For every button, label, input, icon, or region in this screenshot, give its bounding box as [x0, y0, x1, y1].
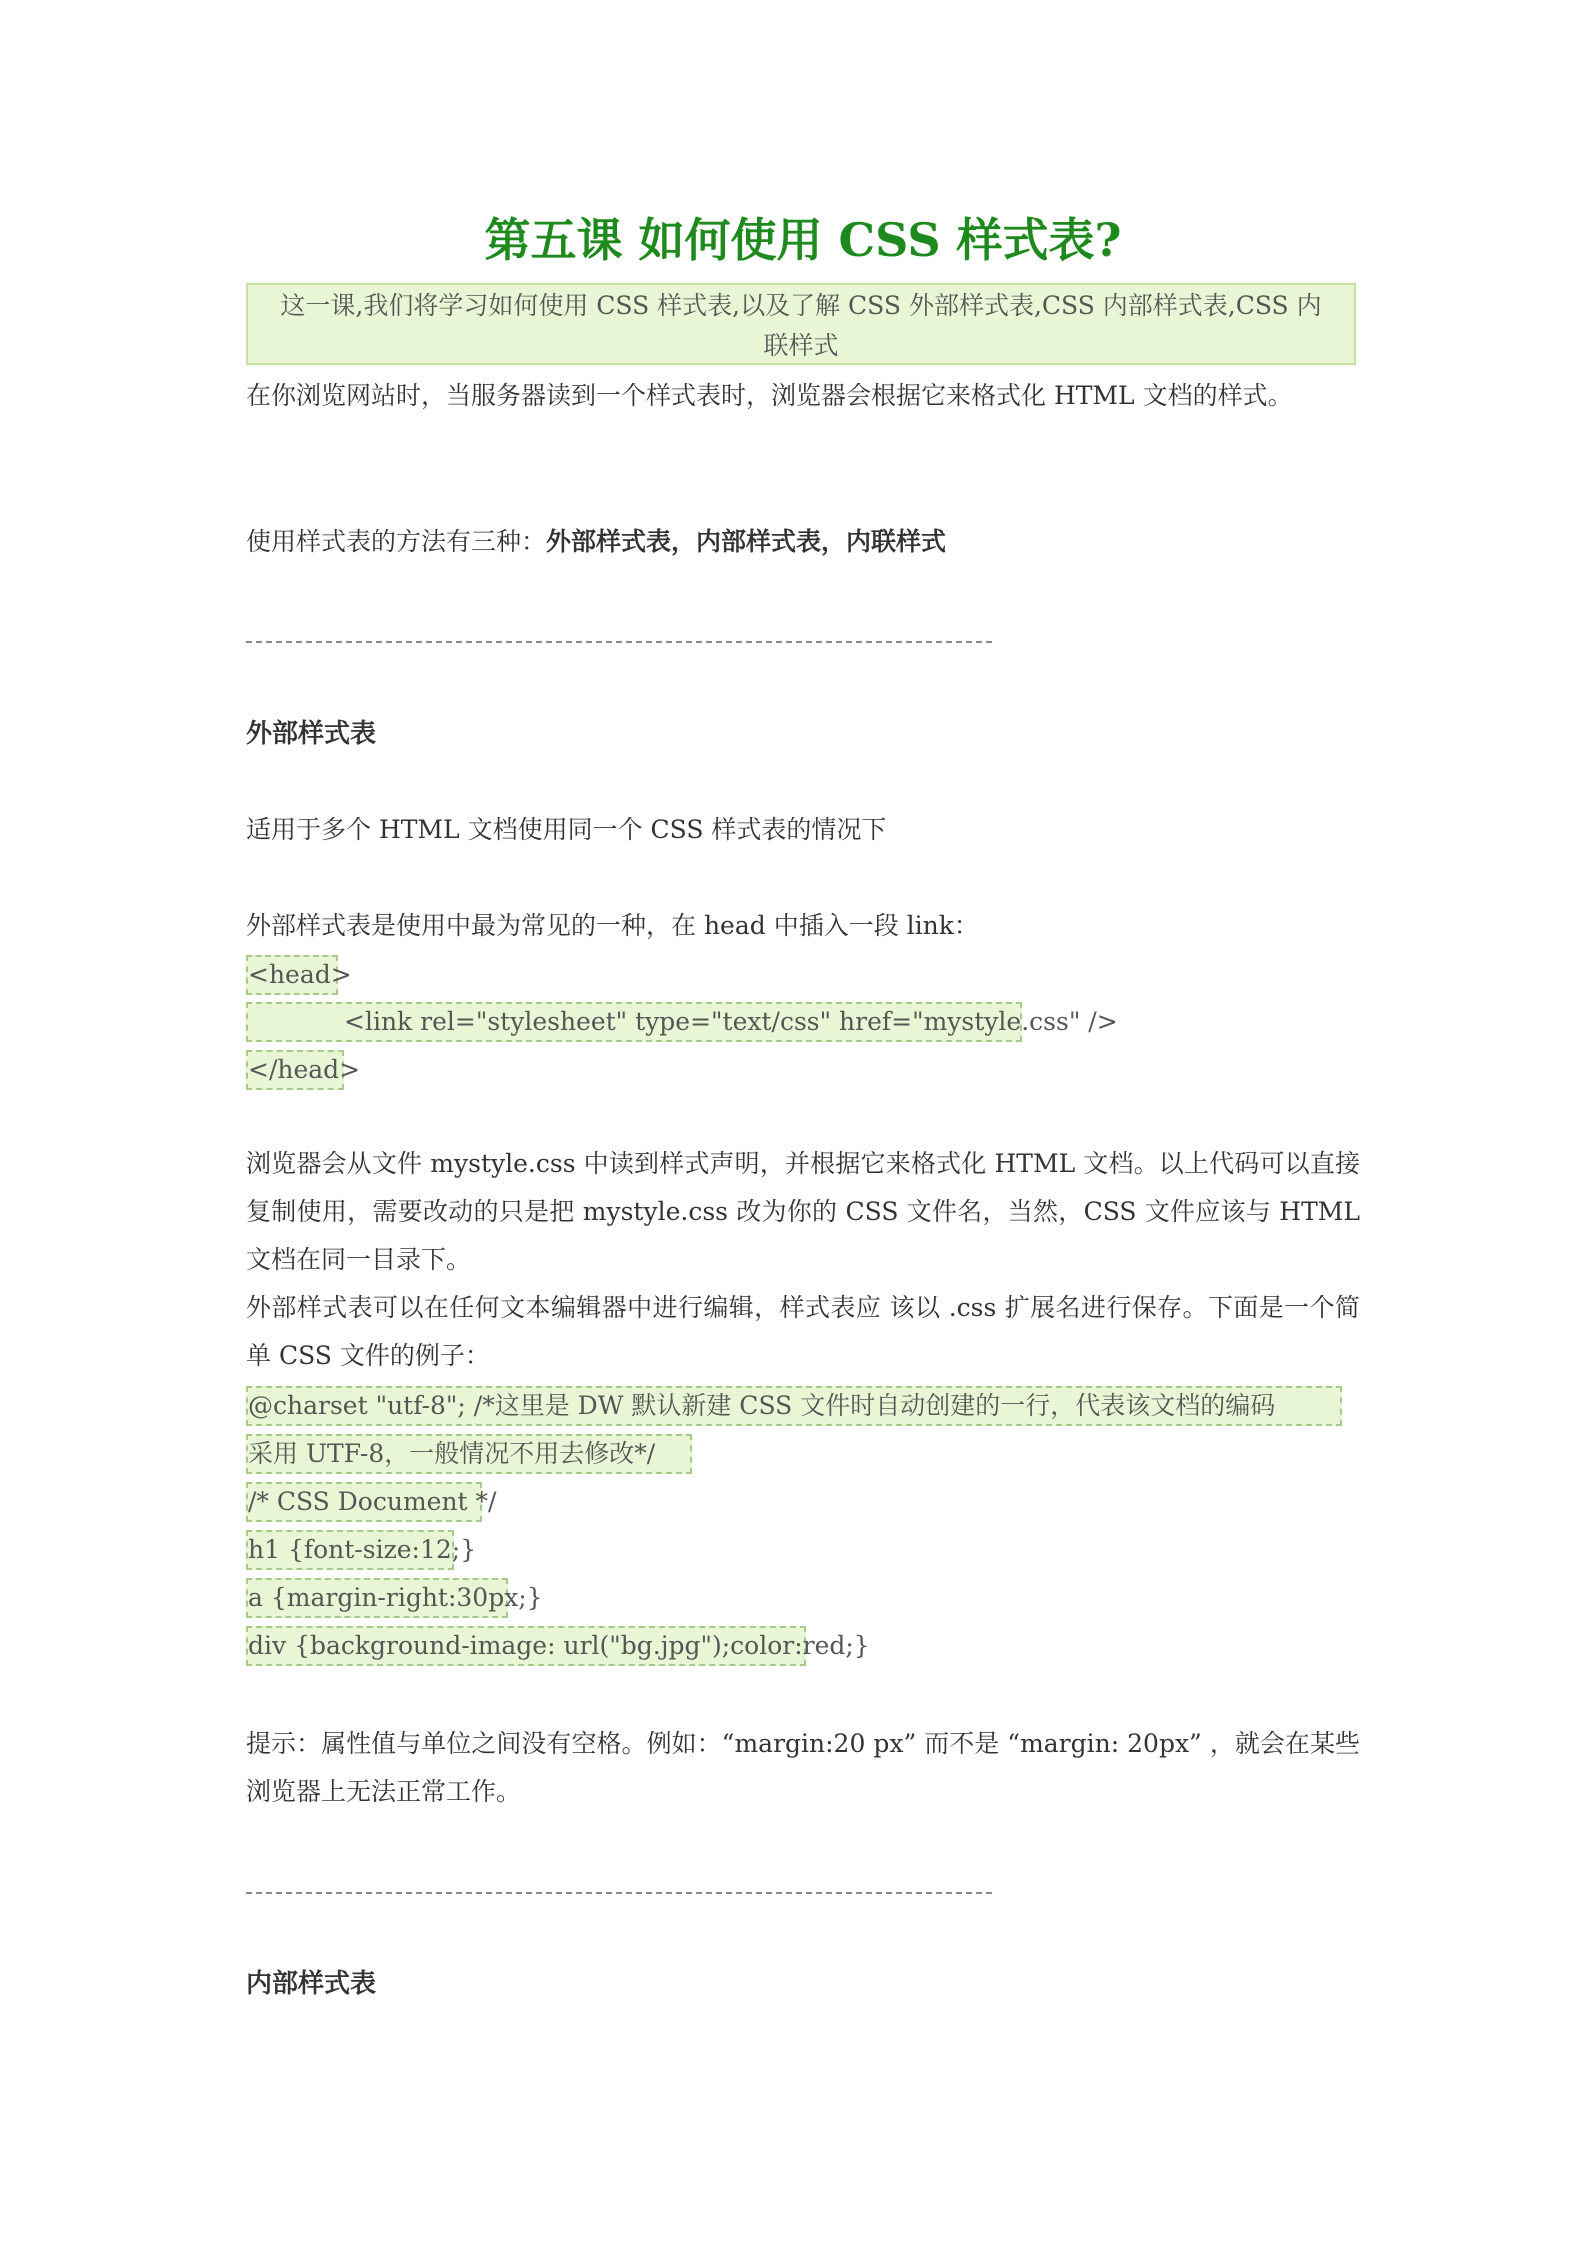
code-line-link: <link rel="stylesheet" type="text/css" href="mystyle.css" /> [246, 1002, 1022, 1042]
code-css-line-5: a {margin-right:30px;} [246, 1578, 508, 1618]
code-css-line-2: 采用 UTF-8，一般情况不用去修改*/ [246, 1434, 692, 1474]
code-css-line-6: div {background-image: url("bg.jpg");color:red;} [246, 1626, 806, 1666]
para-methods-bold: 外部样式表，内部样式表，内联样式 [546, 527, 947, 556]
para-methods-prefix: 使用样式表的方法有三种： [246, 527, 547, 556]
code-line-head-open: <head> [246, 955, 338, 995]
para-explain-1: 浏览器会从文件 mystyle.css 中读到样式声明，并根据它来格式化 HTML 文档。以上代码可以直接复制使用，需要改动的只是把 mystyle.css 改为你的 CSS 文件名，当然，CSS 文件应该与 HTML 文档在同一目录下。 [246, 1149, 1360, 1274]
intro-line-2: 联样式 [763, 331, 839, 360]
para-tip: 提示：属性值与单位之间没有空格。例如：“margin:20 px” 而不是 “margin: 20px” ，就会在某些浏览器上无法正常工作。 [246, 1729, 1360, 1806]
para-usage: 适用于多个 HTML 文档使用同一个 CSS 样式表的情况下 [246, 815, 887, 844]
heading-external: 外部样式表 [246, 719, 377, 749]
para-link-intro: 外部样式表是使用中最为常见的一种，在 head 中插入一段 link： [246, 911, 979, 940]
heading-internal: 内部样式表 [246, 1969, 377, 1999]
code-css-line-4: h1 {font-size:12;} [246, 1530, 454, 1570]
para-browser: 在你浏览网站时，当服务器读到一个样式表时，浏览器会根据它来格式化 HTML 文档的样式。 [246, 381, 1293, 410]
page-title: 第五课 如何使用 CSS 样式表? [484, 213, 1122, 267]
intro-line-1: 这一课,我们将学习如何使用 CSS 样式表,以及了解 CSS 外部样式表,CSS 内部样式表,CSS 内 [280, 291, 1322, 320]
divider-2 [246, 1892, 992, 1894]
divider-1 [246, 641, 992, 643]
code-line-head-close: </head> [246, 1050, 344, 1090]
code-css-line-1: @charset "utf-8"; /*这里是 DW 默认新建 CSS 文件时自动创建的一行，代表该文档的编码 [246, 1386, 1342, 1426]
para-methods [246, 518, 1360, 566]
code-css-line-3: /* CSS Document */ [246, 1482, 482, 1522]
intro-box [246, 283, 1356, 365]
para-explain-2: 外部样式表可以在任何文本编辑器中进行编辑，样式表应 该以 .css 扩展名进行保存。下面是一个简单 CSS 文件的例子： [246, 1293, 1360, 1370]
